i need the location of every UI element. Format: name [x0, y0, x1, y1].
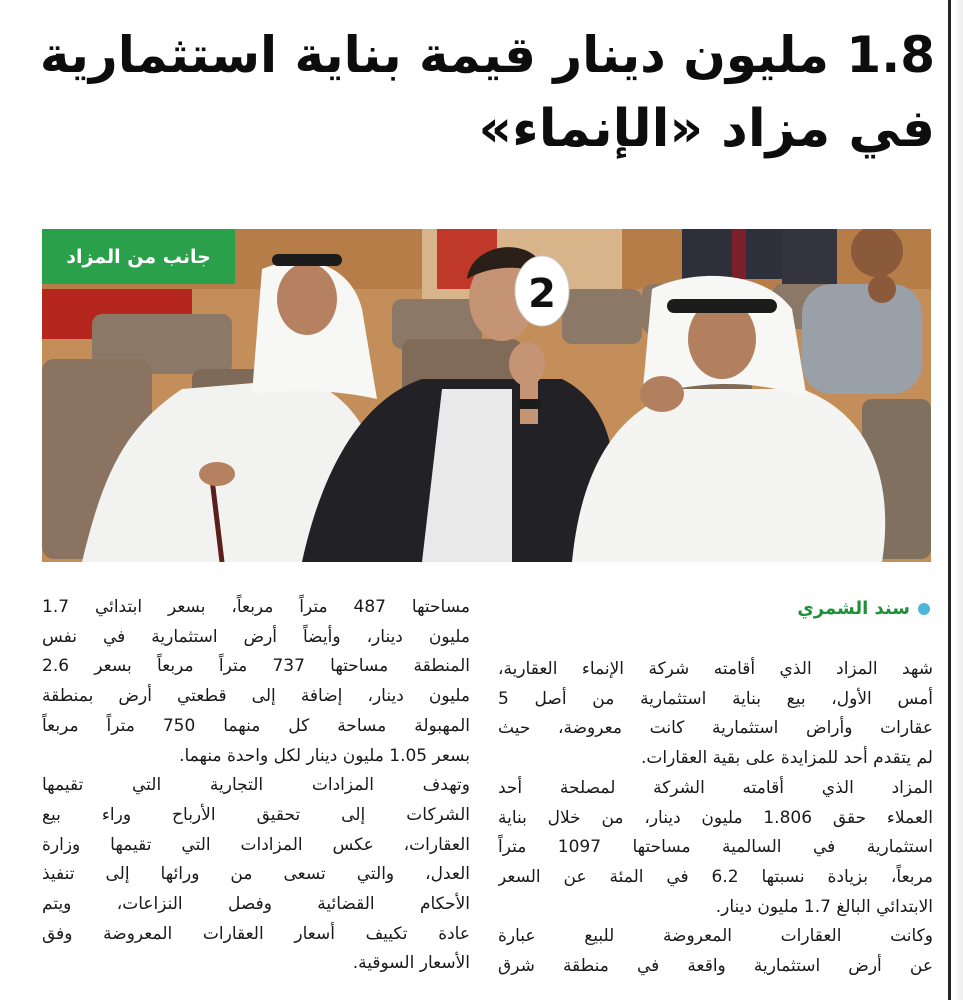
- body-line: لم يتقدم أحد للمزايدة على بقية العقارات.: [640, 748, 933, 769]
- body-column-left: [42, 593, 470, 979]
- byline-dot-icon: [918, 603, 930, 615]
- body-line: استثمارية في السالمية مساحتها 1097 متراً: [498, 837, 933, 858]
- body-line: عن أرض استثمارية واقعة في منطقة شرق: [498, 956, 933, 977]
- page-edge: [954, 0, 963, 1000]
- body-column-right: [498, 655, 933, 982]
- body-line: بسعر 1.05 مليون دينار لكل واحدة منهما.: [179, 745, 470, 766]
- body-line: الابتدائي البالغ 1.7 مليون دينار.: [715, 896, 933, 917]
- body-line: المنطقة مساحتها 737 متراً مربعاً بسعر 2.6: [42, 656, 470, 677]
- body-line: العدل، والتي تسعى من ورائها إلى تنفيذ: [42, 864, 470, 885]
- body-line: مربعاً، بزيادة نسبتها 6.2 في المئة عن السعر: [498, 866, 933, 887]
- auction-photo: [42, 229, 931, 562]
- byline: [760, 598, 930, 619]
- body-line: مساحتها 487 متراً مربعاً، بسعر ابتدائي 1.7: [42, 597, 470, 617]
- body-line: المزاد الذي أقامته الشركة لمصلحة أحد: [498, 777, 933, 798]
- body-line: العقارات، عكس المزادات التي تقيمها وزارة: [42, 834, 470, 855]
- body-line: الشركات إلى تحقيق الأرباح وراء بيع: [42, 804, 470, 825]
- paddle-number: 2: [528, 271, 556, 317]
- photo-caption: جانب من المزاد: [42, 229, 235, 284]
- body-line: شهد المزاد الذي أقامته شركة الإنماء العقارية،: [498, 659, 933, 679]
- body-line: عقارات وأراض استثمارية كانت معروضة، حيث: [498, 718, 933, 739]
- headline: [35, 18, 935, 166]
- headline-line-2: في مزاد «الإنماء»: [478, 99, 935, 159]
- body-line: الأسعار السوقية.: [352, 953, 470, 974]
- body-line: مليون دينار، إضافة إلى قطعتي أرض بمنطقة: [42, 686, 470, 707]
- body-line: العملاء حقق 1.806 مليون دينار، من خلال بناية: [498, 807, 933, 828]
- body-line: وكانت العقارات المعروضة للبيع عبارة: [498, 926, 933, 947]
- body-line: وتهدف المزادات التجارية التي تقيمها: [42, 775, 470, 796]
- column-rule: [948, 0, 951, 1000]
- author-name: سند الشمري: [797, 598, 910, 619]
- body-line: أمس الأول، بيع بناية استثمارية من أصل 5: [498, 688, 933, 709]
- body-line: المهبولة مساحة كل منهما 750 متراً مربعاً: [42, 715, 470, 736]
- headline-line-1: 1.8 مليون دينار قيمة بناية استثمارية: [39, 26, 935, 84]
- bid-paddle: [515, 256, 569, 326]
- body-line: عادة تكييف أسعار العقارات المعروضة وفق: [42, 923, 470, 944]
- body-line: الأحكام القضائية وفصل النزاعات، ويتم: [42, 894, 470, 915]
- body-line: مليون دينار، وأيضاً أرض استثمارية في نفس: [42, 626, 470, 647]
